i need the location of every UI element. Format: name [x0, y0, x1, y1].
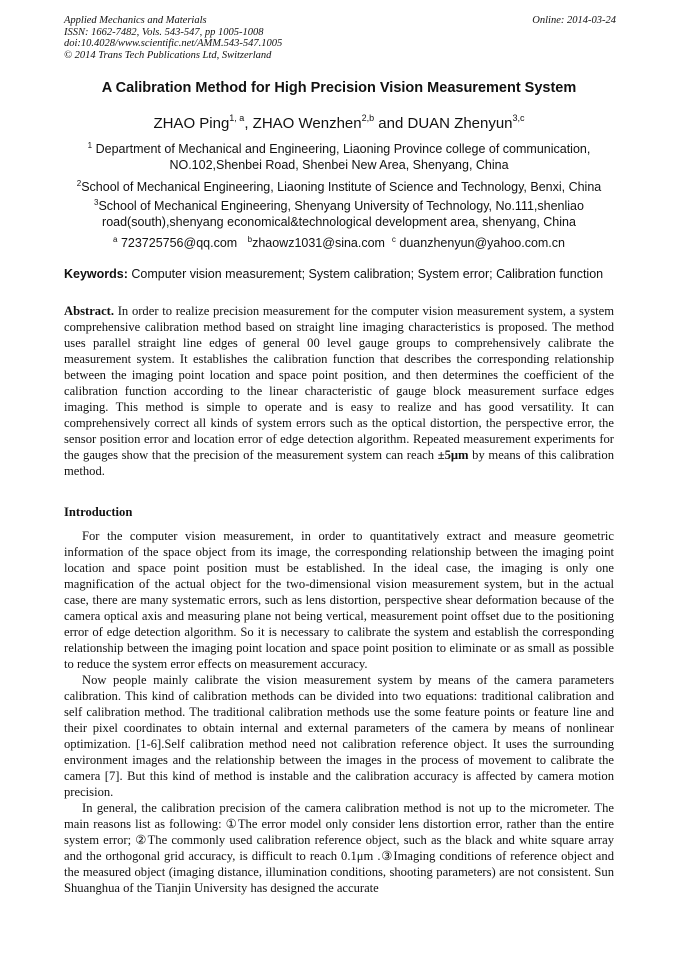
abstract-label: Abstract. [64, 304, 115, 318]
email-mark: a [113, 235, 118, 244]
keywords-text: Computer vision measurement; System calibration; System error; Calibration function [131, 267, 604, 281]
author-separator: , [244, 115, 253, 132]
paper-title: A Calibration Method for High Precision Vision Measurement System [101, 80, 577, 96]
affiliation-line: School of Mechanical Engineering, Liaoning Institute of Science and Technology, Benxi, China [81, 180, 602, 194]
copyright-line: © 2014 Trans Tech Publications Ltd, Switzerland [64, 49, 272, 61]
email-mark: c [391, 235, 396, 244]
affiliation-mark: 1 [87, 141, 93, 150]
introduction-body [64, 528, 614, 896]
affiliation-mark: 2 [76, 179, 82, 188]
introduction-paragraph: Now people mainly calibrate the vision measurement system by means of the camera parameters calibration. This kind of calibration methods can be divided into two equations: traditional calibration and self calibration method. The traditional calibration methods use the some feature points or feature line and their pixel coordinates to obtain internal and external parameters of the camera by means of nonlinear optimization. [1-6].Self calibration method need not calibration reference object. It uses the surrounding environment images and the relationship between the images in the process of movement to calibrate the camera [7]. But this kind of method is instable and the calibration accuracy is affected by camera motion precision. [64, 673, 614, 799]
online-date: Online: 2014-03-24 [532, 15, 616, 26]
email-mark: b [247, 235, 253, 244]
author-separator: and [374, 115, 408, 132]
journal-name: Applied Mechanics and Materials [64, 15, 207, 26]
affiliation-line: School of Mechanical Engineering, Shenyang University of Technology, No.111,shenliao [98, 199, 584, 213]
author-name: DUAN Zhenyun [407, 115, 513, 132]
affiliation-2 [40, 176, 638, 195]
email-address[interactable]: duanzhenyun@yahoo.com.cn [399, 236, 565, 250]
author-name: ZHAO Ping [153, 115, 230, 132]
introduction-paragraph: For the computer vision measurement, in order to quantitatively extract and measure geometric information of the space object from its image, the corresponding relationship between the imaging point location and space point position must be established. In the ideal case, the imaging is only one magnification of the actual object for the two-dimensional vision measurement system, but in the actual case, there are many systematic errors, such as lens distortion, perspective shear deformation because of the camera optical axis and measuring plane not being vertical, measurement point offset due to the positioning error of edge detection algorithm. So it is necessary to calibrate the system and establish the corresponding relationship between the imaging point location and space point position to eliminate or as small as possible to reduce the system error effects on measurement accuracy. [64, 529, 614, 671]
email-address[interactable]: zhaowz1031@sina.com [252, 236, 385, 250]
affiliation-mark: 3 [94, 198, 99, 207]
author-affiliation-mark: 1, a [229, 113, 245, 123]
abstract-tail: by means of this calibration method. [64, 448, 615, 478]
affiliation-line: NO.102,Shenbei Road, Shenbei New Area, Shenyang, China [169, 158, 509, 172]
keywords [64, 267, 624, 281]
keywords-label: Keywords: [64, 267, 128, 281]
doi-line: doi:10.4028/www.scientific.net/AMM.543-547.1005 [64, 38, 283, 49]
author-affiliation-mark: 3,c [512, 113, 525, 123]
abstract-precision: ±5μm [437, 448, 469, 462]
affiliation-line: Department of Mechanical and Engineering, Liaoning Province college of communication, [95, 142, 591, 156]
journal-header [64, 15, 616, 61]
affiliation-3 [40, 195, 638, 230]
affiliation-line: road(south),shenyang economical&technological development area, shenyang, China [102, 215, 576, 229]
author-affiliation-mark: 2,b [361, 113, 375, 123]
introduction-paragraph: In general, the calibration precision of the camera calibration method is not up to the micrometer. The main reasons list as following: ①The error model only consider lens distortion error, rather than the entire system error; ②The commonly used calibration reference object, such as the black and white square array and the orthogonal grid accuracy, is difficult to reach 0.1μm .③Imaging conditions of reference object and the measured object (imaging distance, illumination conditions, shooting parameters) are not consistent. Sun Shuanghua of the Tianjin University has designed the accurate [64, 801, 614, 895]
affiliation-1 [40, 138, 638, 173]
abstract [64, 303, 614, 479]
author-list [40, 113, 638, 132]
abstract-text: In order to realize precision measurement for the computer vision measurement system, a system comprehensive calibration method based on straight line imaging characteristics is proposed. The method uses parallel straight line edges of general 00 level gauge groups to comprehensively calibrate the measurement system. It establishes the calibration function that describes the corresponding relationship between the imaging point location and space point position, and then determines the coefficient of the calibration function according to the linear characteristic of gauge block measurement surface edges imaging. This method is simple to operate and is easy to realize and has good versatility. It can comprehensively correct all kinds of system errors such as the optical distortion, the perspective error, the sensor position error and location error of edge detection algorithm. Repeated measurement experiments for the gauges show that the precision of the measurement system can reach [64, 304, 614, 462]
email-list [40, 232, 638, 251]
author-name: ZHAO Wenzhen [252, 115, 362, 132]
introduction-heading: Introduction [64, 505, 133, 519]
email-address[interactable]: 723725756@qq.com [120, 236, 238, 250]
issn-line: ISSN: 1662-7482, Vols. 543-547, pp 1005-1008 [64, 26, 264, 38]
